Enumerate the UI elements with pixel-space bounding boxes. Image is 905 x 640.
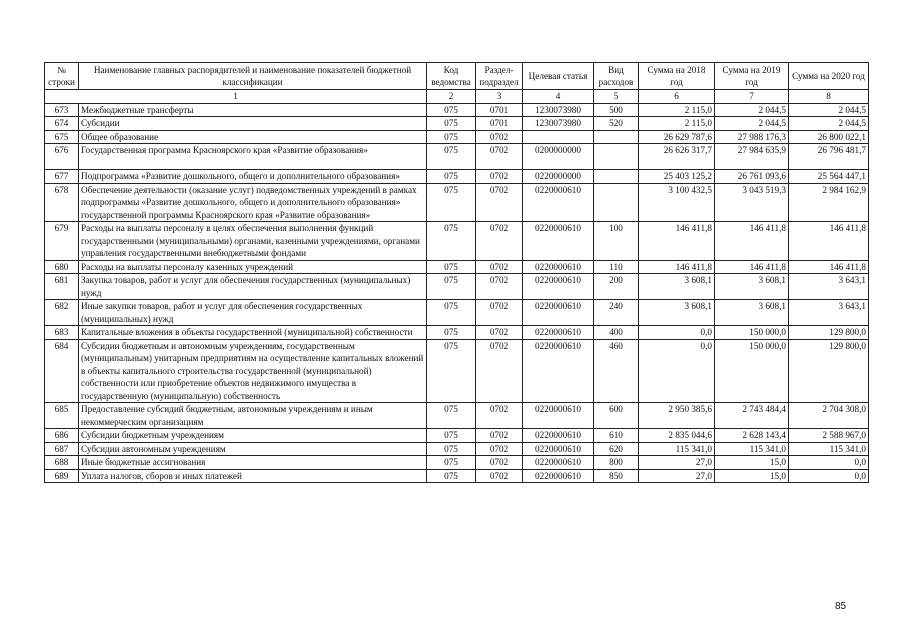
row-sum-2018-cell: 115 341,0 (639, 442, 715, 456)
header-name: Наименование главных распорядителей и наименование показателей бюджетной классификации (79, 63, 427, 90)
row-name-cell: Капитальные вложения в объекты государственной (муниципальной) собственности (79, 326, 427, 340)
row-sum-2019-cell: 2 044,5 (715, 117, 789, 131)
row-sum-2020-cell: 146 411,8 (789, 260, 869, 274)
header-vid: Вид расходов (594, 63, 639, 90)
row-sum-2018-cell: 146 411,8 (639, 260, 715, 274)
row-razdel-cell: 0702 (476, 456, 523, 470)
row-vedom-cell: 075 (427, 222, 476, 261)
row-number-cell: 673 (45, 103, 79, 117)
column-number: 4 (523, 90, 594, 104)
header-razdel: Раздел-подраздел (476, 63, 523, 90)
row-sum-2019-cell: 26 761 093,6 (715, 170, 789, 184)
row-sum-2018-cell: 2 115,0 (639, 117, 715, 131)
row-sum-2019-cell: 2 044,5 (715, 103, 789, 117)
row-name-cell: Субсидии бюджетным учреждениям (79, 429, 427, 443)
row-name-cell: Предоставление субсидий бюджетным, автономным учреждениям и иным некоммерческим организациям (79, 403, 427, 429)
row-name-cell: Закупка товаров, работ и услуг для обеспечения государственных (муниципальных) нужд (79, 274, 427, 300)
row-name-cell: Уплата налогов, сборов и иных платежей (79, 469, 427, 483)
row-number-cell: 687 (45, 442, 79, 456)
row-razdel-cell: 0702 (476, 429, 523, 443)
row-vedom-cell: 075 (427, 442, 476, 456)
row-sum-2019-cell: 15,0 (715, 469, 789, 483)
column-number-row (45, 90, 869, 104)
row-vid-cell: 110 (594, 260, 639, 274)
row-sum-2020-cell: 26 800 022,1 (789, 130, 869, 144)
row-celevaya-cell: 0220000610 (523, 183, 594, 222)
row-number-cell: 684 (45, 339, 79, 403)
row-number-cell: 682 (45, 300, 79, 326)
row-sum-2019-cell: 27 988 176,3 (715, 130, 789, 144)
row-vid-cell (594, 130, 639, 144)
row-razdel-cell: 0702 (476, 442, 523, 456)
column-number: 1 (45, 90, 427, 104)
row-celevaya-cell: 0220000610 (523, 442, 594, 456)
row-name-cell: Субсидии (79, 117, 427, 131)
row-name-cell: Субсидии автономным учреждениям (79, 442, 427, 456)
row-sum-2020-cell: 2 044,5 (789, 117, 869, 131)
column-number: 8 (789, 90, 869, 104)
row-number-cell: 681 (45, 274, 79, 300)
table-row (45, 222, 869, 261)
row-number-cell: 680 (45, 260, 79, 274)
row-sum-2018-cell: 2 115,0 (639, 103, 715, 117)
row-vedom-cell: 075 (427, 429, 476, 443)
row-name-cell: Расходы на выплаты персоналу казенных учреждений (79, 260, 427, 274)
row-vedom-cell: 075 (427, 456, 476, 470)
row-sum-2018-cell: 146 411,8 (639, 222, 715, 261)
row-vid-cell: 460 (594, 339, 639, 403)
row-vedom-cell: 075 (427, 274, 476, 300)
table-row (45, 130, 869, 144)
row-razdel-cell: 0702 (476, 469, 523, 483)
row-sum-2018-cell: 2 835 044,6 (639, 429, 715, 443)
row-sum-2020-cell: 3 643,1 (789, 274, 869, 300)
row-name-cell: Расходы на выплаты персоналу в целях обеспечения выполнения функций государственными (муниципальными) органами, казенными учреждениями, органами управления государственными внебюджетными фондами (79, 222, 427, 261)
row-sum-2020-cell: 129 800,0 (789, 339, 869, 403)
row-razdel-cell: 0702 (476, 274, 523, 300)
column-number: 7 (715, 90, 789, 104)
row-number-cell: 689 (45, 469, 79, 483)
table-row (45, 183, 869, 222)
row-celevaya-cell: 0220000000 (523, 170, 594, 184)
table-row (45, 103, 869, 117)
table-row (45, 144, 869, 170)
row-vedom-cell: 075 (427, 469, 476, 483)
row-sum-2020-cell: 25 564 447,1 (789, 170, 869, 184)
row-sum-2020-cell: 3 643,1 (789, 300, 869, 326)
page-number: 85 (835, 601, 847, 612)
row-number-cell: 686 (45, 429, 79, 443)
header-sum-2020: Сумма на 2020 год (789, 63, 869, 90)
row-sum-2019-cell: 3 608,1 (715, 300, 789, 326)
row-razdel-cell: 0702 (476, 144, 523, 170)
header-row-no: № строки (45, 63, 79, 90)
row-celevaya-cell: 0220000610 (523, 339, 594, 403)
row-sum-2020-cell: 0,0 (789, 469, 869, 483)
row-vid-cell (594, 170, 639, 184)
table-row (45, 300, 869, 326)
table-row (45, 326, 869, 340)
row-sum-2020-cell: 2 044,5 (789, 103, 869, 117)
row-vedom-cell: 075 (427, 117, 476, 131)
row-razdel-cell: 0702 (476, 403, 523, 429)
row-celevaya-cell: 0220000610 (523, 429, 594, 443)
column-number: 6 (639, 90, 715, 104)
row-sum-2020-cell: 0,0 (789, 456, 869, 470)
row-vid-cell (594, 183, 639, 222)
row-vid-cell: 800 (594, 456, 639, 470)
row-number-cell: 683 (45, 326, 79, 340)
row-number-cell: 678 (45, 183, 79, 222)
row-celevaya-cell: 0220000610 (523, 469, 594, 483)
row-razdel-cell: 0702 (476, 326, 523, 340)
row-sum-2019-cell: 27 984 635,9 (715, 144, 789, 170)
table-row (45, 274, 869, 300)
table-row (45, 469, 869, 483)
row-celevaya-cell: 1230073980 (523, 103, 594, 117)
row-celevaya-cell: 0220000610 (523, 274, 594, 300)
column-number: 3 (476, 90, 523, 104)
table-row (45, 170, 869, 184)
row-sum-2018-cell: 26 626 317,7 (639, 144, 715, 170)
row-vid-cell: 520 (594, 117, 639, 131)
row-name-cell: Межбюджетные трансферты (79, 103, 427, 117)
row-vedom-cell: 075 (427, 144, 476, 170)
row-vid-cell: 400 (594, 326, 639, 340)
row-celevaya-cell: 1230073980 (523, 117, 594, 131)
table-row (45, 117, 869, 131)
row-razdel-cell: 0702 (476, 260, 523, 274)
header-sum-2019: Сумма на 2019 год (715, 63, 789, 90)
row-sum-2019-cell: 15,0 (715, 456, 789, 470)
row-vedom-cell: 075 (427, 339, 476, 403)
row-name-cell: Общее образование (79, 130, 427, 144)
row-sum-2020-cell: 2 588 967,0 (789, 429, 869, 443)
row-celevaya-cell: 0220000610 (523, 403, 594, 429)
table-row (45, 260, 869, 274)
row-vedom-cell: 075 (427, 300, 476, 326)
table-row (45, 456, 869, 470)
row-celevaya-cell: 0220000610 (523, 300, 594, 326)
row-sum-2018-cell: 27,0 (639, 456, 715, 470)
budget-table-container (44, 62, 868, 483)
row-sum-2020-cell: 146 411,8 (789, 222, 869, 261)
row-number-cell: 679 (45, 222, 79, 261)
row-vid-cell: 600 (594, 403, 639, 429)
row-sum-2019-cell: 146 411,8 (715, 260, 789, 274)
row-number-cell: 676 (45, 144, 79, 170)
header-celevaya: Целевая статья (523, 63, 594, 90)
row-vedom-cell: 075 (427, 260, 476, 274)
row-sum-2019-cell: 2 743 484,4 (715, 403, 789, 429)
row-vedom-cell: 075 (427, 103, 476, 117)
row-number-cell: 685 (45, 403, 79, 429)
row-name-cell: Обеспечение деятельности (оказание услуг) подведомственных учреждений в рамках подпрограммы «Развитие дошкольного, общего и дополнительного образования» государственной программы Красноярского края «Развитие образования» (79, 183, 427, 222)
row-razdel-cell: 0702 (476, 183, 523, 222)
row-razdel-cell: 0701 (476, 117, 523, 131)
row-number-cell: 688 (45, 456, 79, 470)
row-celevaya-cell (523, 130, 594, 144)
row-sum-2020-cell: 2 704 308,0 (789, 403, 869, 429)
table-row (45, 339, 869, 403)
row-celevaya-cell: 0220000610 (523, 326, 594, 340)
row-razdel-cell: 0702 (476, 222, 523, 261)
row-sum-2018-cell: 2 950 385,6 (639, 403, 715, 429)
row-sum-2018-cell: 0,0 (639, 326, 715, 340)
row-sum-2020-cell: 26 796 481,7 (789, 144, 869, 170)
row-vedom-cell: 075 (427, 183, 476, 222)
row-sum-2019-cell: 115 341,0 (715, 442, 789, 456)
row-razdel-cell: 0702 (476, 300, 523, 326)
row-vedom-cell: 075 (427, 326, 476, 340)
row-vid-cell: 610 (594, 429, 639, 443)
row-sum-2018-cell: 25 403 125,2 (639, 170, 715, 184)
row-name-cell: Иные закупки товаров, работ и услуг для обеспечения государственных (муниципальных) нужд (79, 300, 427, 326)
row-sum-2019-cell: 3 608,1 (715, 274, 789, 300)
row-sum-2018-cell: 26 629 787,6 (639, 130, 715, 144)
row-vedom-cell: 075 (427, 403, 476, 429)
row-razdel-cell: 0702 (476, 130, 523, 144)
row-vid-cell: 100 (594, 222, 639, 261)
header-row (45, 63, 869, 90)
row-sum-2020-cell: 129 800,0 (789, 326, 869, 340)
table-row (45, 442, 869, 456)
row-vid-cell: 850 (594, 469, 639, 483)
row-sum-2019-cell: 150 000,0 (715, 339, 789, 403)
row-vid-cell: 620 (594, 442, 639, 456)
row-number-cell: 677 (45, 170, 79, 184)
row-number-cell: 674 (45, 117, 79, 131)
row-sum-2019-cell: 2 628 143,4 (715, 429, 789, 443)
header-sum-2018: Сумма на 2018 год (639, 63, 715, 90)
row-sum-2019-cell: 146 411,8 (715, 222, 789, 261)
row-vedom-cell: 075 (427, 170, 476, 184)
row-razdel-cell: 0702 (476, 170, 523, 184)
row-sum-2018-cell: 27,0 (639, 469, 715, 483)
row-sum-2020-cell: 115 341,0 (789, 442, 869, 456)
row-celevaya-cell: 0220000610 (523, 260, 594, 274)
row-razdel-cell: 0701 (476, 103, 523, 117)
table-row (45, 403, 869, 429)
row-name-cell: Субсидии бюджетным и автономным учреждениям, государственным (муниципальным) унитарным предприятиям на осуществление капитальных вложений в объекты капитального строительства государственной (муниципальной) собственности или приобретение объектов недвижимого имущества в государственную (муниципальную) собственность (79, 339, 427, 403)
row-sum-2019-cell: 150 000,0 (715, 326, 789, 340)
row-celevaya-cell: 0220000610 (523, 456, 594, 470)
row-vid-cell (594, 144, 639, 170)
row-celevaya-cell: 0200000000 (523, 144, 594, 170)
row-sum-2018-cell: 3 100 432,5 (639, 183, 715, 222)
row-sum-2018-cell: 3 608,1 (639, 300, 715, 326)
table-row (45, 429, 869, 443)
row-name-cell: Подпрограмма «Развитие дошкольного, общего и дополнительного образования» (79, 170, 427, 184)
row-sum-2018-cell: 3 608,1 (639, 274, 715, 300)
row-sum-2018-cell: 0,0 (639, 339, 715, 403)
row-razdel-cell: 0702 (476, 339, 523, 403)
header-vedom: Код ведомства (427, 63, 476, 90)
row-name-cell: Иные бюджетные ассигнования (79, 456, 427, 470)
row-celevaya-cell: 0220000610 (523, 222, 594, 261)
column-number: 5 (594, 90, 639, 104)
row-vid-cell: 240 (594, 300, 639, 326)
row-vedom-cell: 075 (427, 130, 476, 144)
row-vid-cell: 200 (594, 274, 639, 300)
row-name-cell: Государственная программа Красноярского края «Развитие образования» (79, 144, 427, 170)
column-number: 2 (427, 90, 476, 104)
budget-table (44, 62, 869, 483)
row-sum-2019-cell: 3 043 519,3 (715, 183, 789, 222)
row-sum-2020-cell: 2 984 162,9 (789, 183, 869, 222)
row-number-cell: 675 (45, 130, 79, 144)
row-vid-cell: 500 (594, 103, 639, 117)
table-body (45, 103, 869, 483)
